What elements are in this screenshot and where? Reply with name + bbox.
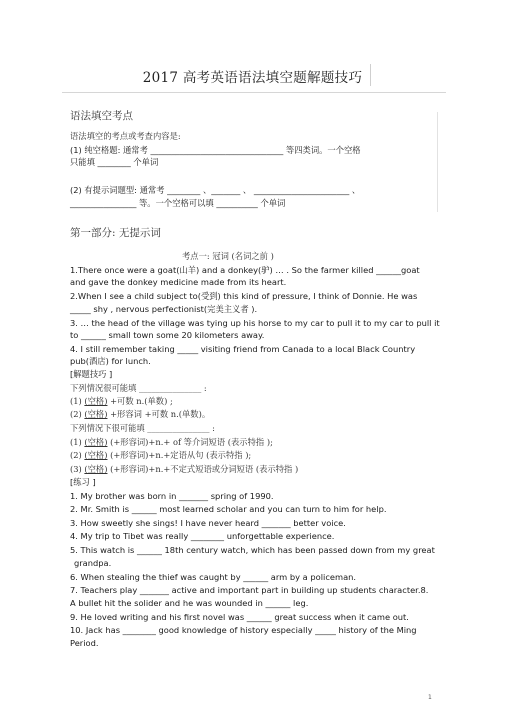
item1-line1: (1) 纯空格题: 通常考 ________________________________ 等四类词。一个空格	[70, 145, 361, 155]
item2-line2: ________________ 等。一个空格可以填 __________ 个单词	[70, 198, 286, 208]
tip-use-item	[70, 396, 450, 407]
tip-use-item	[70, 409, 450, 420]
tip-rule: (+形容词)+n.+不定式短语或分词短语 (表示特指 )	[107, 464, 299, 474]
practice-line: 5. This watch is ______ 18th century watch, which has been passed down from my great	[70, 545, 435, 555]
practice-line: grandpa.	[74, 558, 112, 568]
practice-line: 4. My trip to Tibet was really ________ unforgettable experience.	[70, 531, 335, 541]
tip-blank-marker: (空格)	[84, 437, 108, 447]
tip-no-item	[70, 464, 450, 475]
tip-number: (2)	[70, 409, 85, 419]
tips-no-title: 下列情况下很可能填 _______________ :	[70, 423, 215, 433]
item1-line2: 只能填 ________ 个单词	[70, 157, 159, 167]
item2-line1: (2) 有提示词题型: 通常考 ________ 、_______ 、 _______________________ 、	[70, 185, 361, 195]
example-line: pub(酒店) for lunch.	[70, 356, 151, 366]
tips-use-title: 下列情况很可能填 _______________ :	[70, 383, 207, 393]
practice-line: 1. My brother was born in _______ spring of 1990.	[70, 491, 274, 501]
point1-title: 考点一: 冠词 (名词之前 )	[182, 251, 274, 261]
practice-label: [练习 ]	[70, 477, 96, 487]
practice-line: 9. He loved writing and his first novel was ______ great success when it came out.	[70, 612, 409, 622]
page-number: 1	[428, 694, 432, 701]
tip-blank-marker: (空格)	[84, 409, 108, 419]
tip-blank-marker: (空格)	[84, 396, 108, 406]
example-line: and gave the donkey medicine made from its heart.	[70, 277, 287, 287]
section-heading-grammar-points: 语法填空考点	[70, 110, 133, 122]
practice-line: Period.	[70, 638, 99, 648]
practice-line: 6. When stealing the thief was caught by ______ arm by a policeman.	[70, 572, 357, 582]
tip-no-item	[70, 450, 450, 461]
tip-rule: (+形容词)+n.+ of 等介词短语 (表示特指 );	[107, 437, 273, 447]
page-title: 2017 高考英语语法填空题解题技巧	[142, 70, 363, 86]
section-intro: 语法填空的考点或考查内容是:	[70, 131, 181, 141]
practice-line: 2. Mr. Smith is ______ most learned scholar and you can turn to him for help.	[70, 504, 387, 514]
tip-blank-marker: (空格)	[84, 450, 108, 460]
example-line: _____ shy , nervous perfectionist(完美主义者 ).	[70, 304, 258, 314]
tip-rule: +形容词 +可数 n.(单数)。	[107, 409, 211, 419]
practice-line: 10. Jack has ________ good knowledge of history especially _____ history of the Ming	[70, 625, 417, 635]
tip-number: (2)	[70, 450, 85, 460]
example-line: 3. … the head of the village was tying up his horse to my car to pull it to my car to pull it	[70, 318, 440, 328]
practice-line: 7. Teachers play _______ active and important part in building up students character.8.	[70, 585, 429, 595]
example-line: to ______ small town some 20 kilometers away.	[70, 330, 265, 340]
example-line: 2.When I see a child subject to(受到) this kind of pressure, I think of Donnie. He was	[70, 291, 418, 301]
tip-rule: +可数 n.(单数) ;	[107, 396, 173, 406]
part1-heading: 第一部分: 无提示词	[70, 227, 161, 239]
tip-number: (1)	[70, 396, 85, 406]
tips-label: [解题技巧 ]	[70, 369, 113, 379]
example-line: 1.There once were a goat(山羊) and a donkey(驴) … . So the farmer killed ______goat	[70, 265, 420, 275]
tip-blank-marker: (空格)	[84, 464, 108, 474]
tip-number: (1)	[70, 437, 85, 447]
tip-rule: (+形容词)+n.+定语从句 (表示特指 );	[107, 450, 252, 460]
title-vertical-rule	[370, 64, 371, 86]
practice-line: A bullet hit the solider and he was wounded in ______ leg.	[70, 598, 309, 608]
example-line: 4. I still remember taking _____ visiting friend from Canada to a local Black Country	[70, 344, 416, 354]
tip-number: (3)	[70, 464, 85, 474]
practice-line: 3. How sweetly she sings! I have never heard _______ better voice.	[70, 518, 346, 528]
tip-no-item	[70, 437, 450, 448]
title-horizontal-rule	[62, 92, 446, 93]
